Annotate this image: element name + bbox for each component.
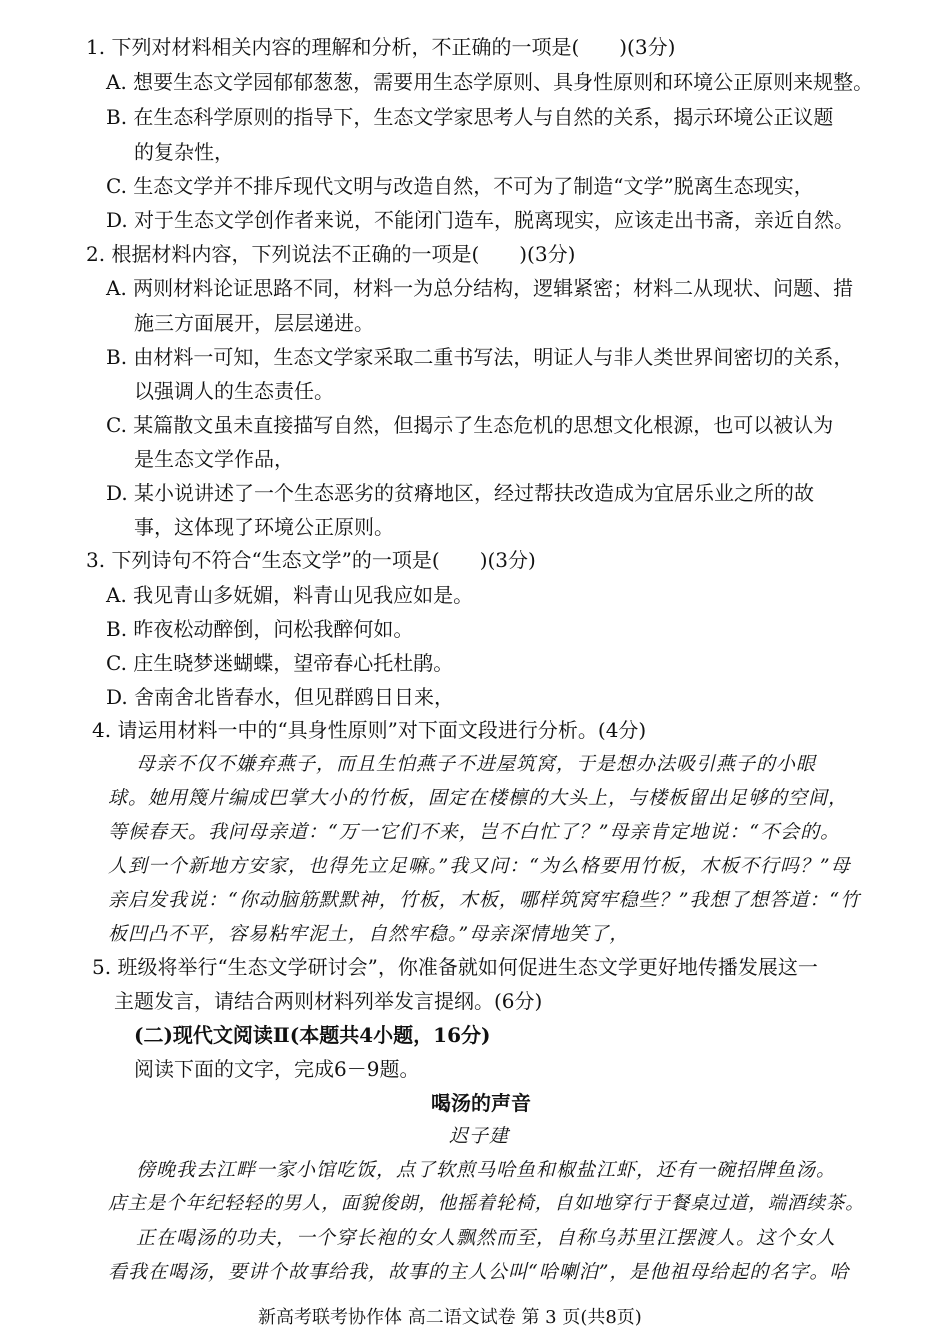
- q4-passage-line: 板凹凸不平，容易粘牢泥土，自然牢稳。”母亲深情地笑了，: [108, 923, 630, 945]
- q2-option-d-line1: D. 某小说讲述了一个生态恶劣的贫瘠地区，经过帮扶改造成为宜居乐业之所的故: [106, 481, 815, 505]
- story-author: 迟子建: [449, 1125, 510, 1147]
- story-paragraph-line: 傍晚我去江畔一家小馆吃饭，点了软煎马哈鱼和椒盐江虾，还有一碗招牌鱼汤。: [136, 1159, 837, 1181]
- story-paragraph-line: 正在喝汤的功夫，一个穿长袍的女人飘然而至，自称乌苏里江摆渡人。这个女人: [136, 1227, 837, 1249]
- q5-line1: 5. 班级将举行“生态文学研讨会”，你准备就如何促进生态文学更好地传播发展这一: [92, 955, 818, 979]
- q3-option-c: C. 庄生晓梦迷蝴蝶，望帝春心托杜鹃。: [106, 651, 454, 675]
- page-footer: 新高考联考协作体 高二语文试卷 第 3 页(共8页): [258, 1307, 642, 1328]
- section2-heading: (二)现代文阅读Ⅱ(本题共4小题，16分): [134, 1023, 491, 1047]
- q3-option-d: D. 舍南舍北皆春水，但见群鸥日日来，: [106, 685, 455, 709]
- q1-option-c: C. 生态文学并不排斥现代文明与改造自然，不可为了制造“文学”脱离生态现实，: [106, 174, 814, 198]
- section2-instruction: 阅读下面的文字，完成6－9题。: [134, 1057, 420, 1081]
- q2-option-d-line2: 事，这体现了环境公正原则。: [134, 515, 394, 539]
- q4-stem: 4. 请运用材料一中的“具身性原则”对下面文段进行分析。(4分): [92, 718, 647, 742]
- q4-passage-line: 亲启发我说：“你动脑筋默默神，竹板，木板，哪样筑窝牢稳些？”我想了想答道：“竹: [108, 889, 861, 911]
- q2-option-c-line2: 是生态文学作品，: [134, 447, 294, 471]
- q4-passage-line: 母亲不仅不嫌弃燕子，而且生怕燕子不进屋筑窝，于是想办法吸引燕子的小眼: [136, 753, 817, 775]
- q1-option-b-line2: 的复杂性，: [134, 140, 234, 164]
- q3-option-b: B. 昨夜松动醉倒，问松我醉何如。: [106, 617, 414, 641]
- q2-option-a-line1: A. 两则材料论证思路不同，材料一为总分结构，逻辑紧密；材料二从现状、问题、措: [106, 276, 854, 300]
- q4-passage-line: 人到一个新地方安家，也得先立足嘛。”我又问：“为么格要用竹板，木板不行吗？”母: [108, 855, 851, 877]
- q1-stem: 1. 下列对材料相关内容的理解和分析，不正确的一项是( )(3分): [86, 35, 676, 59]
- q2-option-c-line1: C. 某篇散文虽未直接描写自然，但揭示了生态危机的思想文化根源，也可以被认为: [106, 413, 834, 437]
- q4-passage-line: 球。她用篾片编成巴掌大小的竹板，固定在楼檩的大头上，与楼板留出足够的空间，: [108, 787, 849, 809]
- q3-option-a: A. 我见青山多妩媚，料青山见我应如是。: [106, 583, 474, 607]
- q5-line2: 主题发言，请结合两则材料列举发言提纲。(6分): [114, 989, 543, 1013]
- q4-passage-line: 等候春天。我问母亲道：“万一它们不来，岂不白忙了？”母亲肯定地说：“不会的。: [108, 821, 841, 843]
- story-paragraph-line: 店主是个年纪轻轻的男人，面貌俊朗，他摇着轮椅，自如地穿行于餐桌过道，端酒续茶。: [108, 1193, 865, 1214]
- q1-option-b-line1: B. 在生态科学原则的指导下，生态文学家思考人与自然的关系，揭示环境公正议题: [106, 105, 834, 129]
- story-paragraph-line: 看我在喝汤，要讲个故事给我，故事的主人公叫“哈喇泊”，是他祖母给起的名字。哈: [108, 1261, 850, 1283]
- q2-option-a-line2: 施三方面展开，层层递进。: [134, 311, 374, 335]
- q3-stem: 3. 下列诗句不符合“生态文学”的一项是( )(3分): [86, 548, 536, 572]
- story-title: 喝汤的声音: [431, 1091, 531, 1115]
- q2-option-b-line2: 以强调人的生态责任。: [134, 379, 334, 403]
- q1-option-a: A. 想要生态文学园郁郁葱葱，需要用生态学原则、具身性原则和环境公正原则来规整。: [106, 70, 874, 94]
- q2-stem: 2. 根据材料内容，下列说法不正确的一项是( )(3分): [86, 242, 576, 266]
- q2-option-b-line1: B. 由材料一可知，生态文学家采取二重书写法，明证人与非人类世界间密切的关系，: [106, 345, 854, 369]
- q1-option-d: D. 对于生态文学创作者来说，不能闭门造车，脱离现实，应该走出书斋，亲近自然。: [106, 208, 855, 232]
